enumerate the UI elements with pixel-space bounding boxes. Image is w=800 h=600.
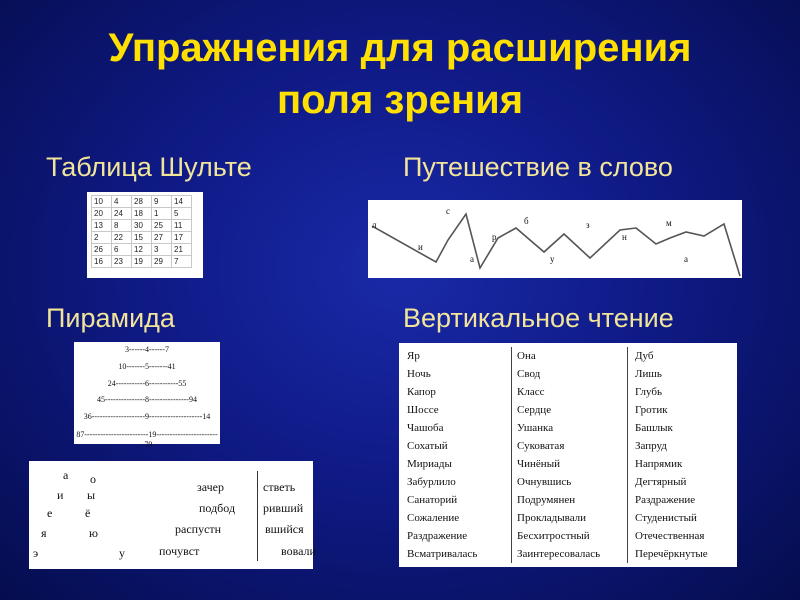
vertical-word: Яр bbox=[407, 350, 420, 362]
vertical-word: Бесхитростный bbox=[517, 530, 590, 542]
vertical-word: Ночь bbox=[407, 368, 431, 380]
schulte-table bbox=[91, 195, 192, 268]
vertical-word: Дуб bbox=[635, 350, 654, 362]
journey-letter: а bbox=[684, 254, 688, 264]
schulte-cell: 20 bbox=[92, 208, 112, 220]
vertical-word: Раздражение bbox=[407, 530, 468, 542]
scattered-words-panel bbox=[29, 461, 316, 569]
vertical-word: Гротик bbox=[635, 404, 668, 416]
schulte-cell: 1 bbox=[152, 208, 172, 220]
schulte-cell: 25 bbox=[152, 220, 172, 232]
scatter-word-part-right: ривший bbox=[263, 501, 304, 515]
scatter-letter: я bbox=[41, 526, 47, 540]
scatter-letter: ы bbox=[87, 488, 96, 502]
schulte-cell: 18 bbox=[132, 208, 152, 220]
vertical-word: Заинтересовалась bbox=[517, 548, 601, 560]
schulte-cell: 3 bbox=[152, 244, 172, 256]
pyramid-row: 45---------------8---------------94 bbox=[97, 395, 197, 404]
scatter-word-part-right: вовали bbox=[281, 544, 316, 558]
vertical-word: Очнувшись bbox=[517, 476, 572, 488]
journey-letter: у bbox=[550, 254, 555, 264]
scatter-word-part-right: стветь bbox=[263, 480, 296, 494]
schulte-cell: 19 bbox=[132, 256, 152, 268]
journey-letter: л bbox=[372, 220, 377, 230]
vertical-column bbox=[635, 347, 745, 563]
journey-letter: с bbox=[446, 206, 450, 216]
schulte-row bbox=[92, 232, 192, 244]
journey-letter: и bbox=[418, 242, 423, 252]
vertical-word: Прокладывали bbox=[517, 512, 587, 524]
vertical-word: Сожаление bbox=[407, 512, 460, 524]
scatter-letter: ю bbox=[89, 526, 98, 540]
pyramid-row: 87------------------------19------------------------79 bbox=[76, 430, 218, 449]
scatter-word-part-left: зачер bbox=[197, 480, 224, 494]
schulte-cell: 17 bbox=[172, 232, 192, 244]
journey-panel bbox=[368, 200, 742, 278]
journey-letter: а bbox=[470, 254, 474, 264]
vertical-column bbox=[407, 347, 517, 563]
vertical-word: Напрямик bbox=[635, 458, 683, 470]
scatter-letter: ё bbox=[85, 506, 91, 520]
schulte-cell: 16 bbox=[92, 256, 112, 268]
schulte-cell: 28 bbox=[132, 196, 152, 208]
vertical-column bbox=[517, 347, 627, 563]
vertical-reading-panel bbox=[399, 343, 737, 567]
journey-letter: з bbox=[586, 220, 590, 230]
schulte-cell: 12 bbox=[132, 244, 152, 256]
schulte-cell: 10 bbox=[92, 196, 112, 208]
vertical-word: Санаторий bbox=[407, 494, 458, 506]
schulte-cell: 24 bbox=[112, 208, 132, 220]
vertical-word: Она bbox=[517, 350, 536, 362]
scatter-letter: е bbox=[47, 506, 53, 520]
vertical-word: Ушанка bbox=[517, 422, 554, 434]
vertical-word: Всматривалась bbox=[407, 548, 478, 560]
scatter-letter: и bbox=[57, 488, 64, 502]
pyramid-row: 3------4------7 bbox=[125, 345, 169, 354]
scatter-letter: э bbox=[33, 546, 39, 560]
vertical-word: Чашоба bbox=[407, 422, 444, 434]
journey-line bbox=[372, 214, 740, 276]
scatter-letter: у bbox=[119, 546, 125, 560]
schulte-cell: 8 bbox=[112, 220, 132, 232]
schulte-cell: 26 bbox=[92, 244, 112, 256]
schulte-cell: 23 bbox=[112, 256, 132, 268]
schulte-table-panel bbox=[87, 192, 203, 278]
scatter-word-part-right: вшийся bbox=[265, 522, 304, 536]
vertical-label: Вертикальное чтение bbox=[403, 303, 674, 333]
vertical-word: Сердце bbox=[517, 404, 552, 416]
schulte-cell: 13 bbox=[92, 220, 112, 232]
scatter-word-part-left: распустн bbox=[175, 522, 222, 536]
journey-letter: н bbox=[622, 232, 627, 242]
schulte-cell: 9 bbox=[152, 196, 172, 208]
schulte-cell: 30 bbox=[132, 220, 152, 232]
schulte-cell: 15 bbox=[132, 232, 152, 244]
vertical-word: Перечёркнутые bbox=[635, 548, 708, 560]
slide-title bbox=[0, 22, 800, 126]
journey-letter: м bbox=[666, 218, 672, 228]
schulte-cell: 11 bbox=[172, 220, 192, 232]
vertical-word: Сохатый bbox=[407, 440, 448, 452]
schulte-cell: 29 bbox=[152, 256, 172, 268]
schulte-cell: 27 bbox=[152, 232, 172, 244]
schulte-row bbox=[92, 220, 192, 232]
vertical-word: Отечественная bbox=[635, 530, 705, 542]
vertical-word: Забурлило bbox=[407, 476, 456, 488]
schulte-cell: 4 bbox=[112, 196, 132, 208]
vertical-word: Свод bbox=[517, 368, 541, 380]
vertical-word: Дегтярный bbox=[635, 476, 687, 488]
title-line-1: Упражнения для расширения bbox=[108, 26, 692, 70]
schulte-row bbox=[92, 244, 192, 256]
vertical-word: Капор bbox=[407, 386, 436, 398]
journey-label: Путешествие в слово bbox=[403, 152, 673, 182]
vertical-word: Подрумянен bbox=[517, 494, 576, 506]
scatter-divider bbox=[257, 471, 258, 561]
schulte-cell: 21 bbox=[172, 244, 192, 256]
column-divider-2 bbox=[627, 347, 628, 563]
title-line-2: поля зрения bbox=[276, 78, 524, 122]
vertical-word: Чинёный bbox=[517, 458, 560, 470]
vertical-word: Суковатая bbox=[517, 440, 565, 452]
vertical-word: Студенистый bbox=[635, 512, 697, 524]
scatter-word-part-left: подбод bbox=[199, 501, 236, 515]
scatter-letter: о bbox=[90, 472, 96, 486]
scatter-word-part-left: почувст bbox=[159, 544, 200, 558]
pyramid-row: 36--------------------9--------------------14 bbox=[83, 412, 211, 421]
schulte-label: Таблица Шульте bbox=[46, 152, 252, 182]
vertical-word: Запруд bbox=[635, 440, 667, 452]
pyramid-label: Пирамида bbox=[46, 303, 175, 333]
schulte-cell: 6 bbox=[112, 244, 132, 256]
schulte-cell: 14 bbox=[172, 196, 192, 208]
pyramid-row: 10-------5-------41 bbox=[118, 362, 176, 371]
journey-letter: р bbox=[492, 232, 497, 242]
schulte-cell: 22 bbox=[112, 232, 132, 244]
vertical-word: Мириады bbox=[407, 458, 452, 470]
vertical-word: Класс bbox=[517, 386, 545, 398]
pyramid-row: 24-----------6-----------55 bbox=[107, 379, 187, 388]
schulte-row bbox=[92, 208, 192, 220]
vertical-word: Лишь bbox=[635, 368, 662, 380]
vertical-word: Глубь bbox=[635, 386, 662, 398]
schulte-cell: 2 bbox=[92, 232, 112, 244]
schulte-row bbox=[92, 196, 192, 208]
vertical-word: Раздражение bbox=[635, 494, 696, 506]
vertical-word: Шоссе bbox=[407, 404, 439, 416]
pyramid-panel bbox=[74, 342, 220, 449]
vertical-word: Башлык bbox=[635, 422, 673, 434]
schulte-row bbox=[92, 256, 192, 268]
scatter-letter: а bbox=[63, 468, 69, 482]
schulte-cell: 5 bbox=[172, 208, 192, 220]
journey-letter: б bbox=[524, 216, 529, 226]
schulte-cell: 7 bbox=[172, 256, 192, 268]
journey-zigzag bbox=[368, 200, 742, 278]
